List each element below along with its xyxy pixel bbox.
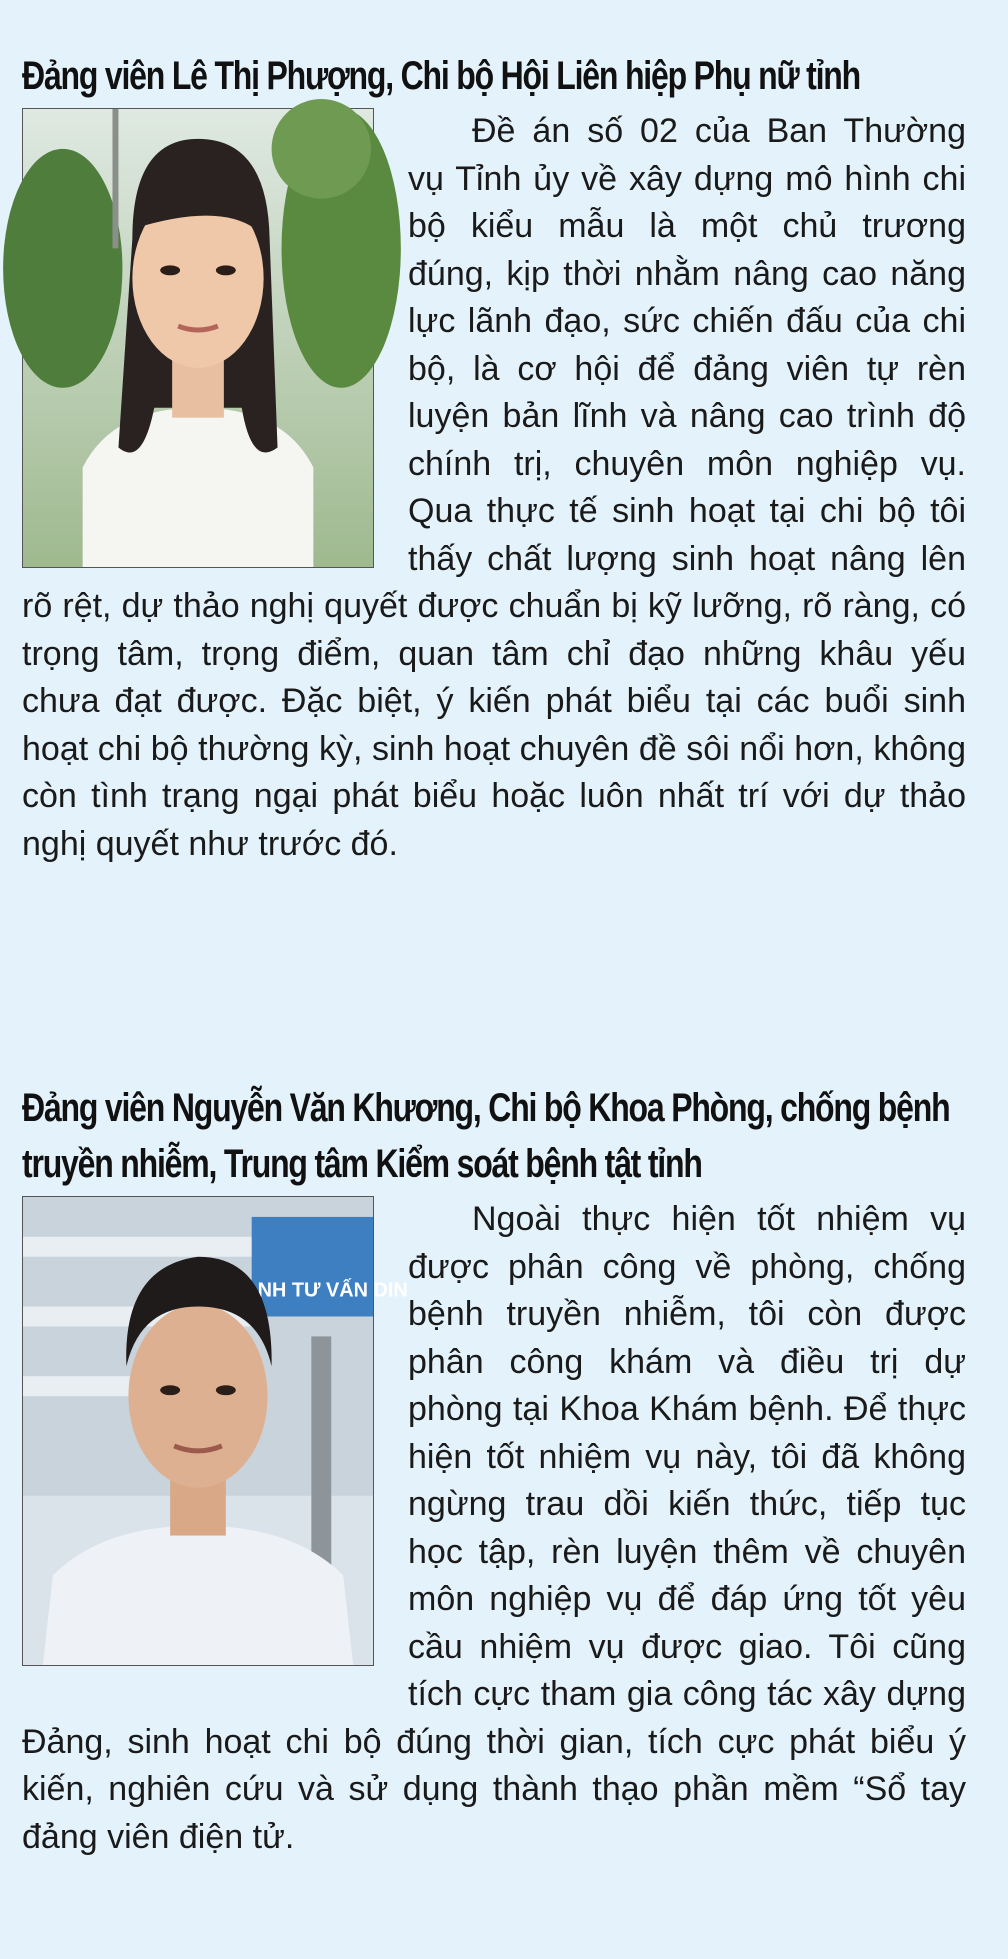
portrait-photo-woman: [22, 108, 374, 568]
photo-sign-text: NH TƯ VẤN DIN: [257, 1279, 408, 1302]
portrait-woman-icon: [23, 109, 373, 567]
section-body: Ngoài thực hiện tốt nhiệm vụ được phân công về phòng, chống bệnh truyền nhiễm, tôi còn được phân công khám và điều trị dự phòng tại Khoa Khám bệnh. Để thực hiện tốt nhiệm vụ này, tôi đã không ngừng trau dồi kiến thức, tiếp tục học tập, rèn luyện thêm về chuyên môn nghiệp vụ để đáp ứng tốt yêu cầu nhiệm vụ được giao. Tôi cũng tích cực tham gia công tác xây dựng Đảng, sinh hoạt chi bộ đúng thời gian, tích cực phát biểu ý kiến, nghiên cứu và sử dụng thành thạo phần mềm “Sổ tay đảng viên điện tử.: [22, 1200, 966, 1856]
section-body: Đề án số 02 của Ban Thường vụ Tỉnh ủy về xây dựng mô hình chi bộ kiểu mẫu là một chủ trương đúng, kịp thời nhằm nâng cao năng lực lãnh đạo, sức chiến đấu của chi bộ, là cơ hội để đảng viên tự rèn luyện bản lĩnh và nâng cao trình độ chính trị, chuyên môn nghiệp vụ. Qua thực tế sinh hoạt tại chi bộ tôi thấy chất lượng sinh hoạt nâng lên rõ rệt, dự thảo nghị quyết được chuẩn bị kỹ lưỡng, rõ ràng, có trọng tâm, trọng điểm, quan tâm chỉ đạo những khâu yếu chưa đạt được. Đặc biệt, ý kiến phát biểu tại các buổi sinh hoạt chi bộ thường kỳ, sinh hoạt chuyên đề sôi nổi hơn, không còn tình trạng ngại phát biểu hoặc luôn nhất trí với dự thảo nghị quyết như trước đó.: [22, 112, 966, 863]
portrait-photo-man: [22, 1196, 408, 1666]
article-section-1: [22, 48, 966, 868]
article-section-2: [22, 1080, 966, 1861]
section-heading: Đảng viên Nguyễn Văn Khương, Chi bộ Khoa Phòng, chống bệnh truyền nhiễm, Trung tâm Kiểm soát bệnh tật tỉnh: [22, 1086, 950, 1186]
portrait-man-icon: [23, 1197, 408, 1665]
section-heading: Đảng viên Lê Thị Phượng, Chi bộ Hội Liên hiệp Phụ nữ tỉnh: [22, 54, 860, 98]
